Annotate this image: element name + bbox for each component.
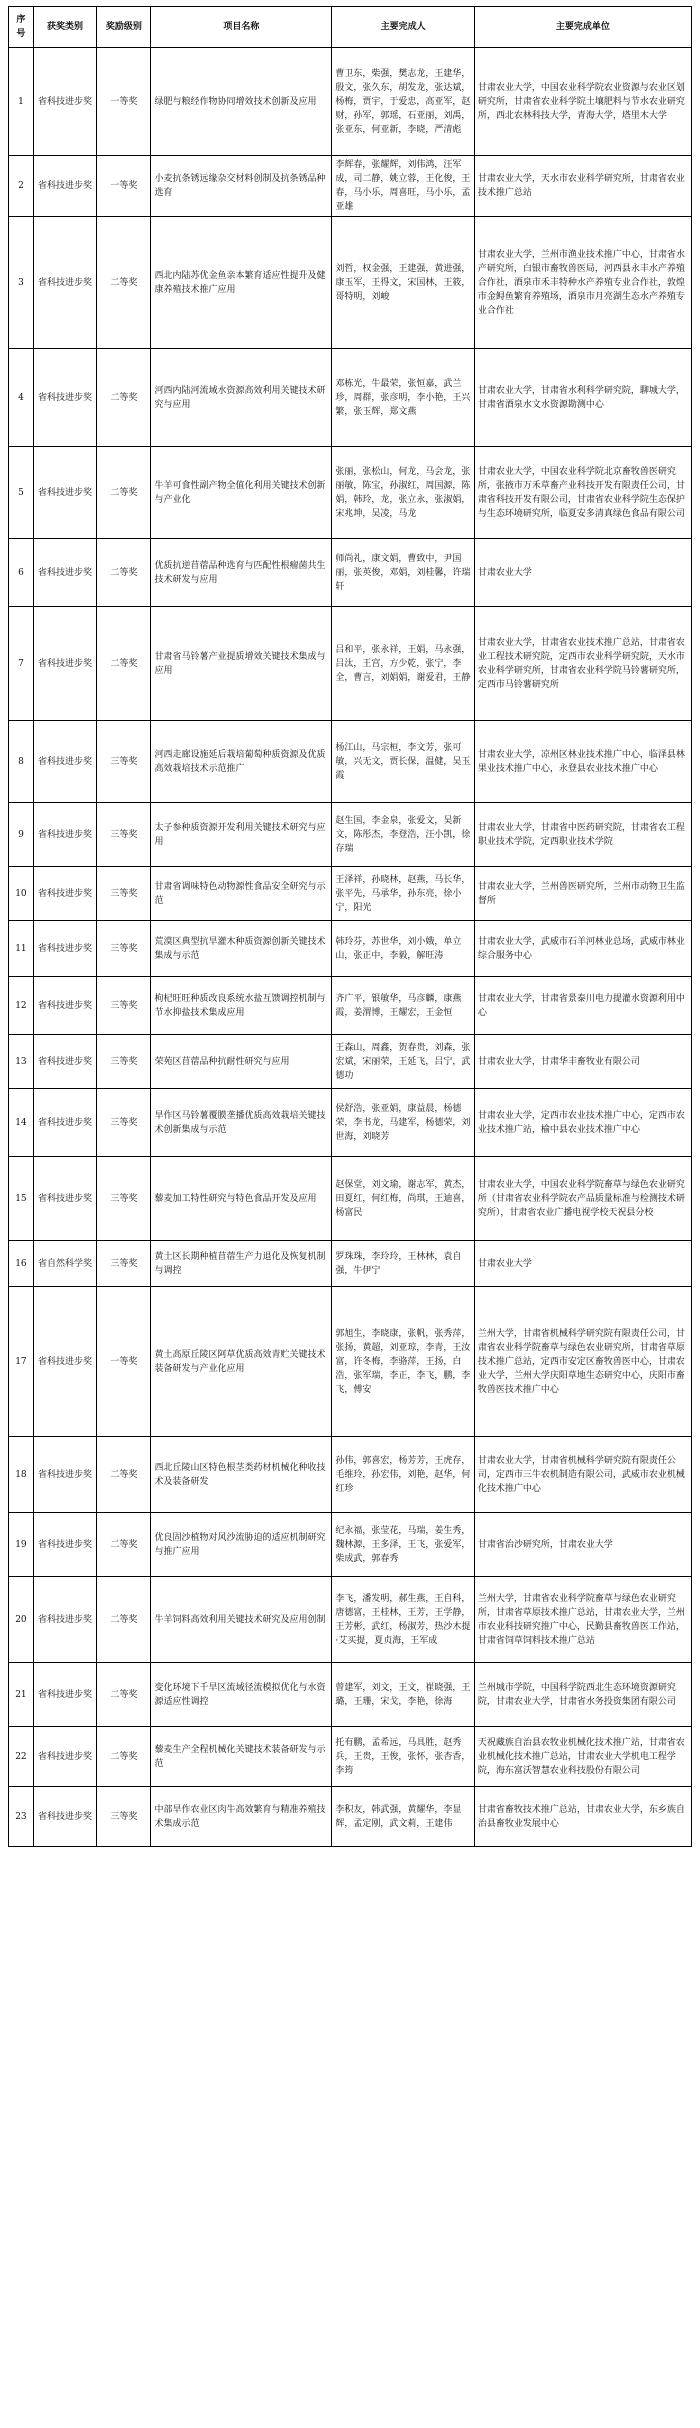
cell-project-name: 中部旱作农业区肉牛高效繁育与精准养殖技术集成示范 [151,1787,332,1847]
cell-level: 二等奖 [97,1727,151,1787]
cell-no: 10 [9,867,34,921]
cell-people: 赵保堂，刘文瑜，谢志军，黄杰，田夏红，何红梅，尚琪，王迪喜，杨富民 [332,1157,474,1241]
table-body [9,48,692,1847]
cell-project-name: 太子参种质资源开发利用关键技术研究与应用 [151,803,332,867]
award-table [8,6,692,1847]
cell-orgs: 甘肃农业大学，甘肃省农业技术推广总站，甘肃省农业工程技术研究院，定西市农业科学研究院，天水市农业科学研究所，甘肃省农业科学院马铃薯研究所，定西市马铃薯研究所 [474,607,691,721]
cell-level: 三等奖 [97,1089,151,1157]
cell-level: 三等奖 [97,921,151,977]
cell-no: 9 [9,803,34,867]
cell-project-name: 旱作区马铃薯覆膜垄播优质高效栽培关键技术创新集成与示范 [151,1089,332,1157]
table-row [9,1241,692,1287]
cell-people: 托有鹏，孟希远，马具胜，赵秀兵，王贵，王俊，张怀，张杏香，李筠 [332,1727,474,1787]
cell-orgs: 甘肃农业大学，甘肃省水利科学研究院，聊城大学，甘肃省酒泉水文水资源勘测中心 [474,349,691,447]
cell-orgs: 甘肃农业大学，凉州区林业技术推广中心，临泽县林果业技术推广中心，永登县农业技术推广中心 [474,721,691,803]
cell-level: 二等奖 [97,349,151,447]
table-row [9,1577,692,1663]
cell-project-name: 优良固沙植物对风沙流胁迫的适应机制研究与推广应用 [151,1513,332,1577]
cell-no: 8 [9,721,34,803]
cell-project-name: 西北丘陵山区特色根茎类药材机械化种收技术及装备研发 [151,1437,332,1513]
cell-orgs: 甘肃农业大学，甘肃省机械科学研究院有限责任公司，定西市三牛农机制造有限公司，武威市农业机械化技术推广中心 [474,1437,691,1513]
cell-orgs: 甘肃农业大学 [474,1241,691,1287]
cell-project-name: 变化环境下千旱区流域径流模拟优化与水资源适应性调控 [151,1663,332,1727]
cell-people: 邓栋光，牛最荣，张恒嘉，武兰珍，周群，张彦明，李小艳，王兴繁，张玉辉，郑文燕 [332,349,474,447]
cell-level: 三等奖 [97,867,151,921]
cell-category: 省科技进步奖 [33,1035,96,1089]
table-row [9,1157,692,1241]
cell-category: 省科技进步奖 [33,1663,96,1727]
cell-no: 2 [9,156,34,217]
table-row [9,921,692,977]
cell-level: 二等奖 [97,217,151,349]
cell-orgs: 甘肃农业大学，甘肃省景泰川电力提灌水资源利用中心 [474,977,691,1035]
cell-no: 6 [9,539,34,607]
table-row [9,1663,692,1727]
table-row [9,1287,692,1437]
cell-no: 22 [9,1727,34,1787]
cell-people: 侯舒浩，张亚娟，康益晨，杨德荣，李书龙，马建军，杨德荣，刘世海，刘晓芳 [332,1089,474,1157]
header-orgs: 主要完成单位 [474,7,691,48]
cell-project-name: 西北内陆苏优金鱼亲本繁育适应性提升及健康养殖技术推广应用 [151,217,332,349]
cell-no: 12 [9,977,34,1035]
cell-level: 三等奖 [97,1787,151,1847]
cell-orgs: 天祝藏族自治县农牧业机械化技术推广站，甘肃省农业机械化技术推广总站，甘肃农业大学机电工程学院，海东富沃智慧农业科技股份有限公司 [474,1727,691,1787]
cell-category: 省科技进步奖 [33,1437,96,1513]
cell-level: 三等奖 [97,721,151,803]
cell-no: 14 [9,1089,34,1157]
cell-level: 二等奖 [97,1513,151,1577]
cell-project-name: 黄土区长期种植苜蓿生产力退化及恢复机制与调控 [151,1241,332,1287]
header-project-name: 项目名称 [151,7,332,48]
cell-level: 二等奖 [97,1437,151,1513]
header-no: 序号 [9,7,34,48]
cell-category: 省科技进步奖 [33,607,96,721]
cell-category: 省科技进步奖 [33,48,96,156]
table-row [9,48,692,156]
cell-orgs: 甘肃农业大学，甘肃华丰畜牧业有限公司 [474,1035,691,1089]
table-row [9,349,692,447]
cell-level: 三等奖 [97,803,151,867]
cell-people: 罗珠珠，李玲玲，王林林，袁自强，牛伊宁 [332,1241,474,1287]
cell-category: 省科技进步奖 [33,539,96,607]
cell-people: 吕和平，张永祥，王娟，马永强，吕汰，王宫，方少乾，张宁，李全，曹言，刘娟娟，谢爱君，王静 [332,607,474,721]
cell-orgs: 甘肃省畜牧技术推广总站，甘肃农业大学，东乡族自治县畜牧业发展中心 [474,1787,691,1847]
table-row [9,1035,692,1089]
header-level: 奖励级别 [97,7,151,48]
cell-orgs: 甘肃农业大学，定西市农业技术推广中心，定西市农业技术推广站，榆中县农业技术推广中心 [474,1089,691,1157]
cell-people: 李辉春，张耀辉，刘伟鸿，汪军成，司二静，姚立蓉，王化俊，王春，马小乐，周喜旺，马小乐，孟亚雄 [332,156,474,217]
cell-category: 省自然科学奖 [33,1241,96,1287]
cell-category: 省科技进步奖 [33,1787,96,1847]
cell-no: 13 [9,1035,34,1089]
cell-orgs: 甘肃农业大学，中国农业科学院北京畜牧兽医研究所，张掖市万禾草畜产业科技开发有限责任公司，甘肃省科技开发有限公司，甘肃省农业科学院生态保护与生态环境研究所，临夏安多清真绿色食品有限公司 [474,447,691,539]
cell-project-name: 牛羊饲料高效利用关键技术研究及应用创制 [151,1577,332,1663]
cell-project-name: 绿肥与粮经作物协同增效技术创新及应用 [151,48,332,156]
cell-people: 李飞，潘发明，郝生燕，王自科，唐德富，王桂林，王芳，王学静，王芳彬，武红，杨淑芳，热沙木提·艾买提，夏贞海，王军成 [332,1577,474,1663]
cell-no: 7 [9,607,34,721]
cell-level: 三等奖 [97,1157,151,1241]
cell-no: 3 [9,217,34,349]
cell-category: 省科技进步奖 [33,977,96,1035]
cell-category: 省科技进步奖 [33,1089,96,1157]
cell-orgs: 甘肃农业大学，兰州市渔业技术推广中心，甘肃省水产研究所，白银市畜牧兽医局，河西县永丰水产养殖合作社，酒泉市禾丰特种水产养殖专业合作社，敦煌市金鲟鱼繁育养殖场，酒泉市月亮湖生态水产养殖专业合作社 [474,217,691,349]
header-category: 获奖类别 [33,7,96,48]
cell-people: 王森山，周鑫，贺春贵，刘森，张宏斌，宋丽荣，王延飞，吕宁，武德功 [332,1035,474,1089]
cell-people: 赵生国，李金泉，张爱文，吴新文，陈彤杰，李登浩，汪小凯，徐存瑞 [332,803,474,867]
cell-level: 二等奖 [97,539,151,607]
table-row [9,607,692,721]
cell-people: 韩玲芬，苏世华，刘小娥，单立山，张正中，李毅，解旺涛 [332,921,474,977]
cell-project-name: 优质抗逆苜蓿品种选育与匹配性根瘤菌共生技术研发与应用 [151,539,332,607]
cell-project-name: 牛羊可食性副产物全值化利用关键技术创新与产业化 [151,447,332,539]
cell-category: 省科技进步奖 [33,217,96,349]
cell-orgs: 甘肃农业大学，武威市石羊河林业总场，武威市林业综合服务中心 [474,921,691,977]
cell-category: 省科技进步奖 [33,1157,96,1241]
table-row [9,1727,692,1787]
cell-project-name: 荣苑区苜蓿品种抗耐性研究与应用 [151,1035,332,1089]
table-row [9,539,692,607]
cell-category: 省科技进步奖 [33,1513,96,1577]
cell-no: 17 [9,1287,34,1437]
cell-category: 省科技进步奖 [33,721,96,803]
table-row [9,1513,692,1577]
cell-no: 16 [9,1241,34,1287]
table-row [9,867,692,921]
cell-people: 师尚礼，康文娟，曹致中，尹国丽，张英俊，邓娟，刘桂馨，许瑞轩 [332,539,474,607]
cell-category: 省科技进步奖 [33,1727,96,1787]
cell-people: 张丽，张松山，何龙，马会龙，张丽敏，陈宝，孙淑红，周国源，陈娟，韩玲，龙，张立永，张淑娟，宋兆坤，吴凌，马龙 [332,447,474,539]
cell-level: 二等奖 [97,1663,151,1727]
cell-orgs: 甘肃省治沙研究所，甘肃农业大学 [474,1513,691,1577]
cell-people: 杨江山，马宗桓，李文芳，张可敏，兴无文，贾长保，温健，吴玉霞 [332,721,474,803]
cell-no: 1 [9,48,34,156]
cell-project-name: 河西走廊设施延后栽培葡萄种质资源及优质高效栽培技术示范推广 [151,721,332,803]
cell-category: 省科技进步奖 [33,921,96,977]
cell-category: 省科技进步奖 [33,349,96,447]
cell-no: 11 [9,921,34,977]
cell-no: 4 [9,349,34,447]
table-row [9,1787,692,1847]
cell-no: 15 [9,1157,34,1241]
cell-project-name: 甘肃省马铃薯产业提质增效关键技术集成与应用 [151,607,332,721]
cell-people: 曹卫东，柴强，樊志龙，王建华，殷文，张久东，胡发龙，张达斌，杨梅，贾宇，于爱忠，高亚军，赵财，孙军，郭瑶，石亚丽，刘禹，张亚东，何亚新，李晓，严清彪 [332,48,474,156]
table-row [9,1437,692,1513]
cell-category: 省科技进步奖 [33,803,96,867]
table-row [9,156,692,217]
table-header-row [9,7,692,48]
cell-level: 三等奖 [97,977,151,1035]
cell-orgs: 甘肃农业大学 [474,539,691,607]
cell-orgs: 甘肃农业大学，兰州兽医研究所，兰州市动物卫生监督所 [474,867,691,921]
table-row [9,217,692,349]
cell-no: 21 [9,1663,34,1727]
cell-category: 省科技进步奖 [33,447,96,539]
cell-level: 二等奖 [97,447,151,539]
cell-people: 纪永福，张莹花，马瑞，姜生秀，魏林源，王多泽，王飞，张爱军，柴成武，郭春秀 [332,1513,474,1577]
table-row [9,447,692,539]
table-row [9,1089,692,1157]
cell-category: 省科技进步奖 [33,867,96,921]
cell-no: 23 [9,1787,34,1847]
cell-project-name: 荒漠区典型抗旱灌木种质资源创新关键技术集成与示范 [151,921,332,977]
cell-level: 一等奖 [97,1287,151,1437]
cell-no: 20 [9,1577,34,1663]
cell-project-name: 枸杞旺旺种质改良系统水盐互馈调控机制与节水抑盐技术集成应用 [151,977,332,1035]
cell-level: 一等奖 [97,48,151,156]
cell-level: 三等奖 [97,1035,151,1089]
cell-people: 齐广平，银敏华，马彦麟，康燕霞，姜渭博，王耀宏，王金恒 [332,977,474,1035]
cell-no: 18 [9,1437,34,1513]
cell-level: 三等奖 [97,1241,151,1287]
cell-orgs: 甘肃农业大学，甘肃省中医药研究院，甘肃省农工程职业技术学院，定西职业技术学院 [474,803,691,867]
cell-orgs: 兰州城市学院，中国科学院西北生态环境资源研究院，甘肃农业大学，甘肃省水务投资集团有限公司 [474,1663,691,1727]
cell-people: 王泽祥，孙晓林，赵燕，马长华，张平先，马承华，孙东亮，徐小宁，阳光 [332,867,474,921]
cell-category: 省科技进步奖 [33,1577,96,1663]
cell-project-name: 藜麦加工特性研究与特色食品开发及应用 [151,1157,332,1241]
cell-orgs: 甘肃农业大学，中国农业科学院农业资源与农业区划研究所，甘肃省农业科学院土壤肥料与节水农业研究所，西北农林科技大学，青海大学，塔里木大学 [474,48,691,156]
cell-category: 省科技进步奖 [33,156,96,217]
table-row [9,721,692,803]
table-row [9,977,692,1035]
cell-no: 19 [9,1513,34,1577]
cell-no: 5 [9,447,34,539]
cell-project-name: 藜麦生产全程机械化关键技术装备研发与示范 [151,1727,332,1787]
cell-project-name: 黄土高原丘陵区阿草优质高效青贮关键技术装备研发与产业化应用 [151,1287,332,1437]
cell-level: 二等奖 [97,1577,151,1663]
cell-project-name: 小麦抗条锈远缘杂交材料创制及抗条锈品种选育 [151,156,332,217]
cell-orgs: 兰州大学，甘肃省农业科学院畜草与绿色农业研究所，甘肃省草原技术推广总站，甘肃农业大学，兰州市农业科技研究推广中心，民勤县畜牧兽医工作站，甘肃省饲草饲料技术推广总站 [474,1577,691,1663]
cell-project-name: 甘肃省调味特色动物源性食品安全研究与示范 [151,867,332,921]
cell-people: 曾建军，刘文，王文，崔晓强，王璐，王珊，宋戈，李艳，徐海 [332,1663,474,1727]
cell-people: 郭旭生，李晓康，张帆，张秀萍，张扬，黄超，刘亚琼，李青，王汝富，许冬梅，李骆萍，王扬，白浩，张军瑞，李正，李飞，鹏，李飞，傅安 [332,1287,474,1437]
cell-project-name: 河西内陆河流域水资源高效利用关键技术研究与应用 [151,349,332,447]
cell-people: 孙伟，郭喜宏，杨芳芳，王虎存，毛维玲，孙宏伟，刘艳，赵华，何红珍 [332,1437,474,1513]
cell-people: 刘哲，权金强，王建强，黄进强，康玉军，王得文，宋国林，王筱，哥特明，刘峻 [332,217,474,349]
cell-orgs: 甘肃农业大学，天水市农业科学研究所，甘肃省农业技术推广总站 [474,156,691,217]
table-row [9,803,692,867]
cell-people: 李积友，韩武强，黄耀华，李显辉，孟定刚，武文莉，王建伟 [332,1787,474,1847]
cell-category: 省科技进步奖 [33,1287,96,1437]
cell-orgs: 甘肃农业大学，中国农业科学院畜草与绿色农业研究所（甘肃省农业科学院农产品质量标准与检测技术研究所），甘肃省农业广播电视学校天祝县分校 [474,1157,691,1241]
header-people: 主要完成人 [332,7,474,48]
cell-level: 二等奖 [97,607,151,721]
cell-level: 一等奖 [97,156,151,217]
cell-orgs: 兰州大学，甘肃省机械科学研究院有限责任公司，甘肃省农业科学院畜草与绿色农业研究所，甘肃省草原技术推广总站，定西市安定区畜牧兽医中心，甘肃农业大学，兰州大学庆阳草地生态研究中心，庆阳市畜牧兽医技术推广中心 [474,1287,691,1437]
